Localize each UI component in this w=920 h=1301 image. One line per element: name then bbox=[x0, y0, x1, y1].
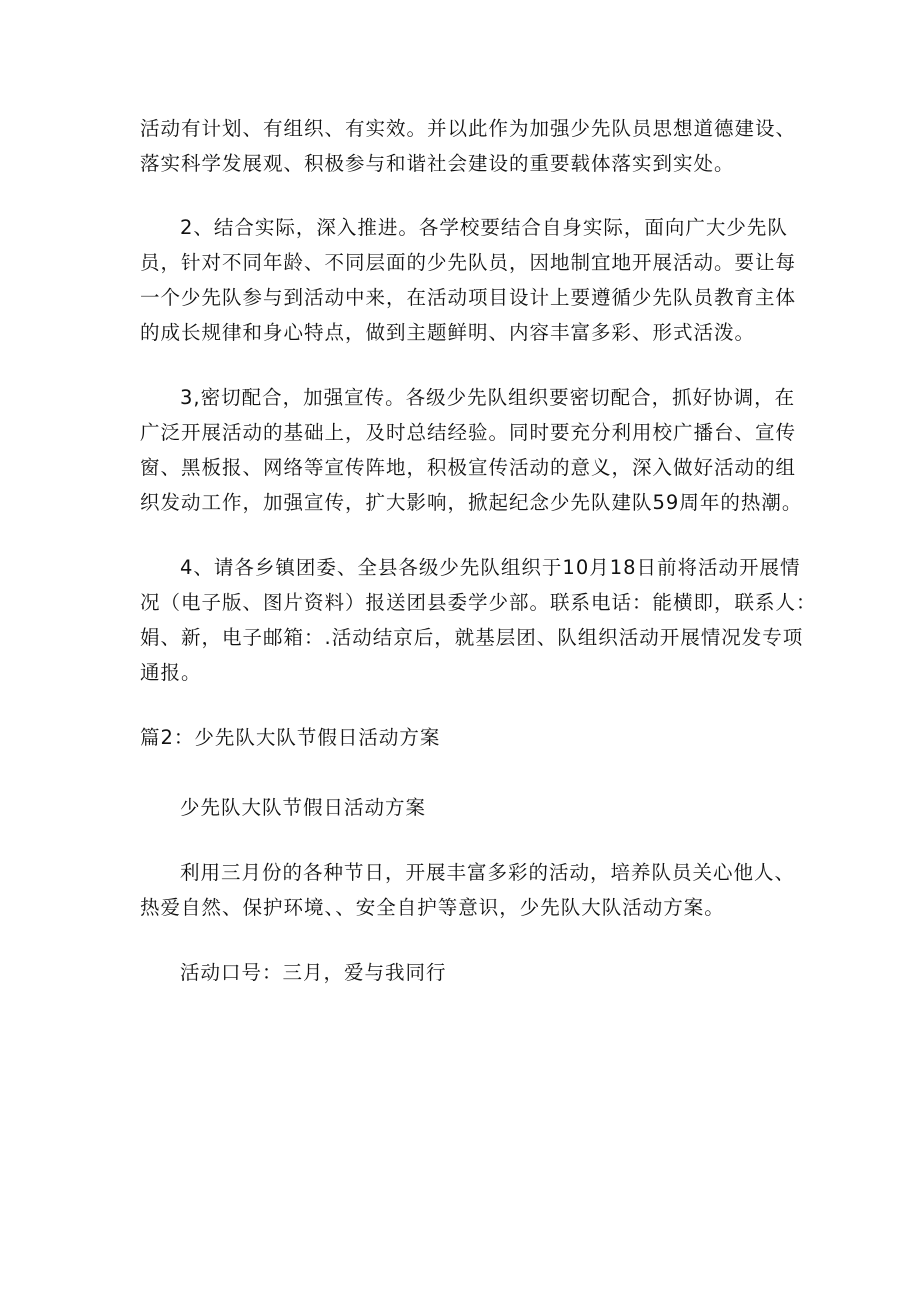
text-line: 一个少先队参与到活动中来，在活动项目设计上要遵循少先队员教育主体 bbox=[140, 286, 797, 309]
text-line: 娟、新，电子邮箱：.活动结京后，就基层团、队组织活动开展情况发专项 bbox=[140, 626, 804, 649]
text-line: 热爱自然、保护环境、、安全自护等意识，少先队大队活动方案。 bbox=[140, 896, 725, 919]
section-heading: 篇2：少先队大队节假日活动方案 bbox=[140, 726, 441, 749]
paragraph-line: 利用三月份的各种节日，开展丰富多彩的活动，培养队员关心他人、 bbox=[180, 861, 796, 884]
paragraph-2-line: 2、结合实际，深入推进。各学校要结合自身实际，面向广大少先队 bbox=[180, 216, 788, 239]
text-line: 活动有计划、有组织、有实效。并以此作为加强少先队员思想道德建设、 bbox=[140, 117, 797, 140]
text-line: 落实科学发展观、积极参与和谐社会建设的重要载体落实到实处。 bbox=[140, 152, 735, 175]
text-line: 况（电子版、图片资料）报送团县委学少部。联系电话：能横即，联系人： bbox=[140, 591, 817, 614]
text-line: 的成长规律和身心特点，做到主题鲜明、内容丰富多彩、形式活泼。 bbox=[140, 321, 756, 344]
paragraph-3-line: 3,密切配合，加强宣传。各级少先队组织要密切配合，抓好协调，在 bbox=[180, 386, 796, 409]
text-line: 广泛开展活动的基础上，及时总结经验。同时要充分利用校广播台、宣传 bbox=[140, 421, 797, 444]
subsection-title: 少先队大队节假日活动方案 bbox=[180, 796, 427, 819]
text-line: 窗、黑板报、网络等宣传阵地，积极宣传活动的意义，深入做好活动的组 bbox=[140, 456, 797, 479]
text-line: 织发动工作，加强宣传，扩大影响，掀起纪念少先队建队59周年的热潮。 bbox=[140, 491, 803, 514]
paragraph-4-line: 4、请各乡镇团委、全县各级少先队组织于10月18日前将活动开展情 bbox=[180, 556, 801, 579]
activity-slogan: 活动口号：三月，爱与我同行 bbox=[180, 961, 447, 984]
text-line: 通报。 bbox=[140, 661, 202, 684]
text-line: 员，针对不同年龄、不同层面的少先队员，因地制宜地开展活动。要让每 bbox=[140, 251, 797, 274]
